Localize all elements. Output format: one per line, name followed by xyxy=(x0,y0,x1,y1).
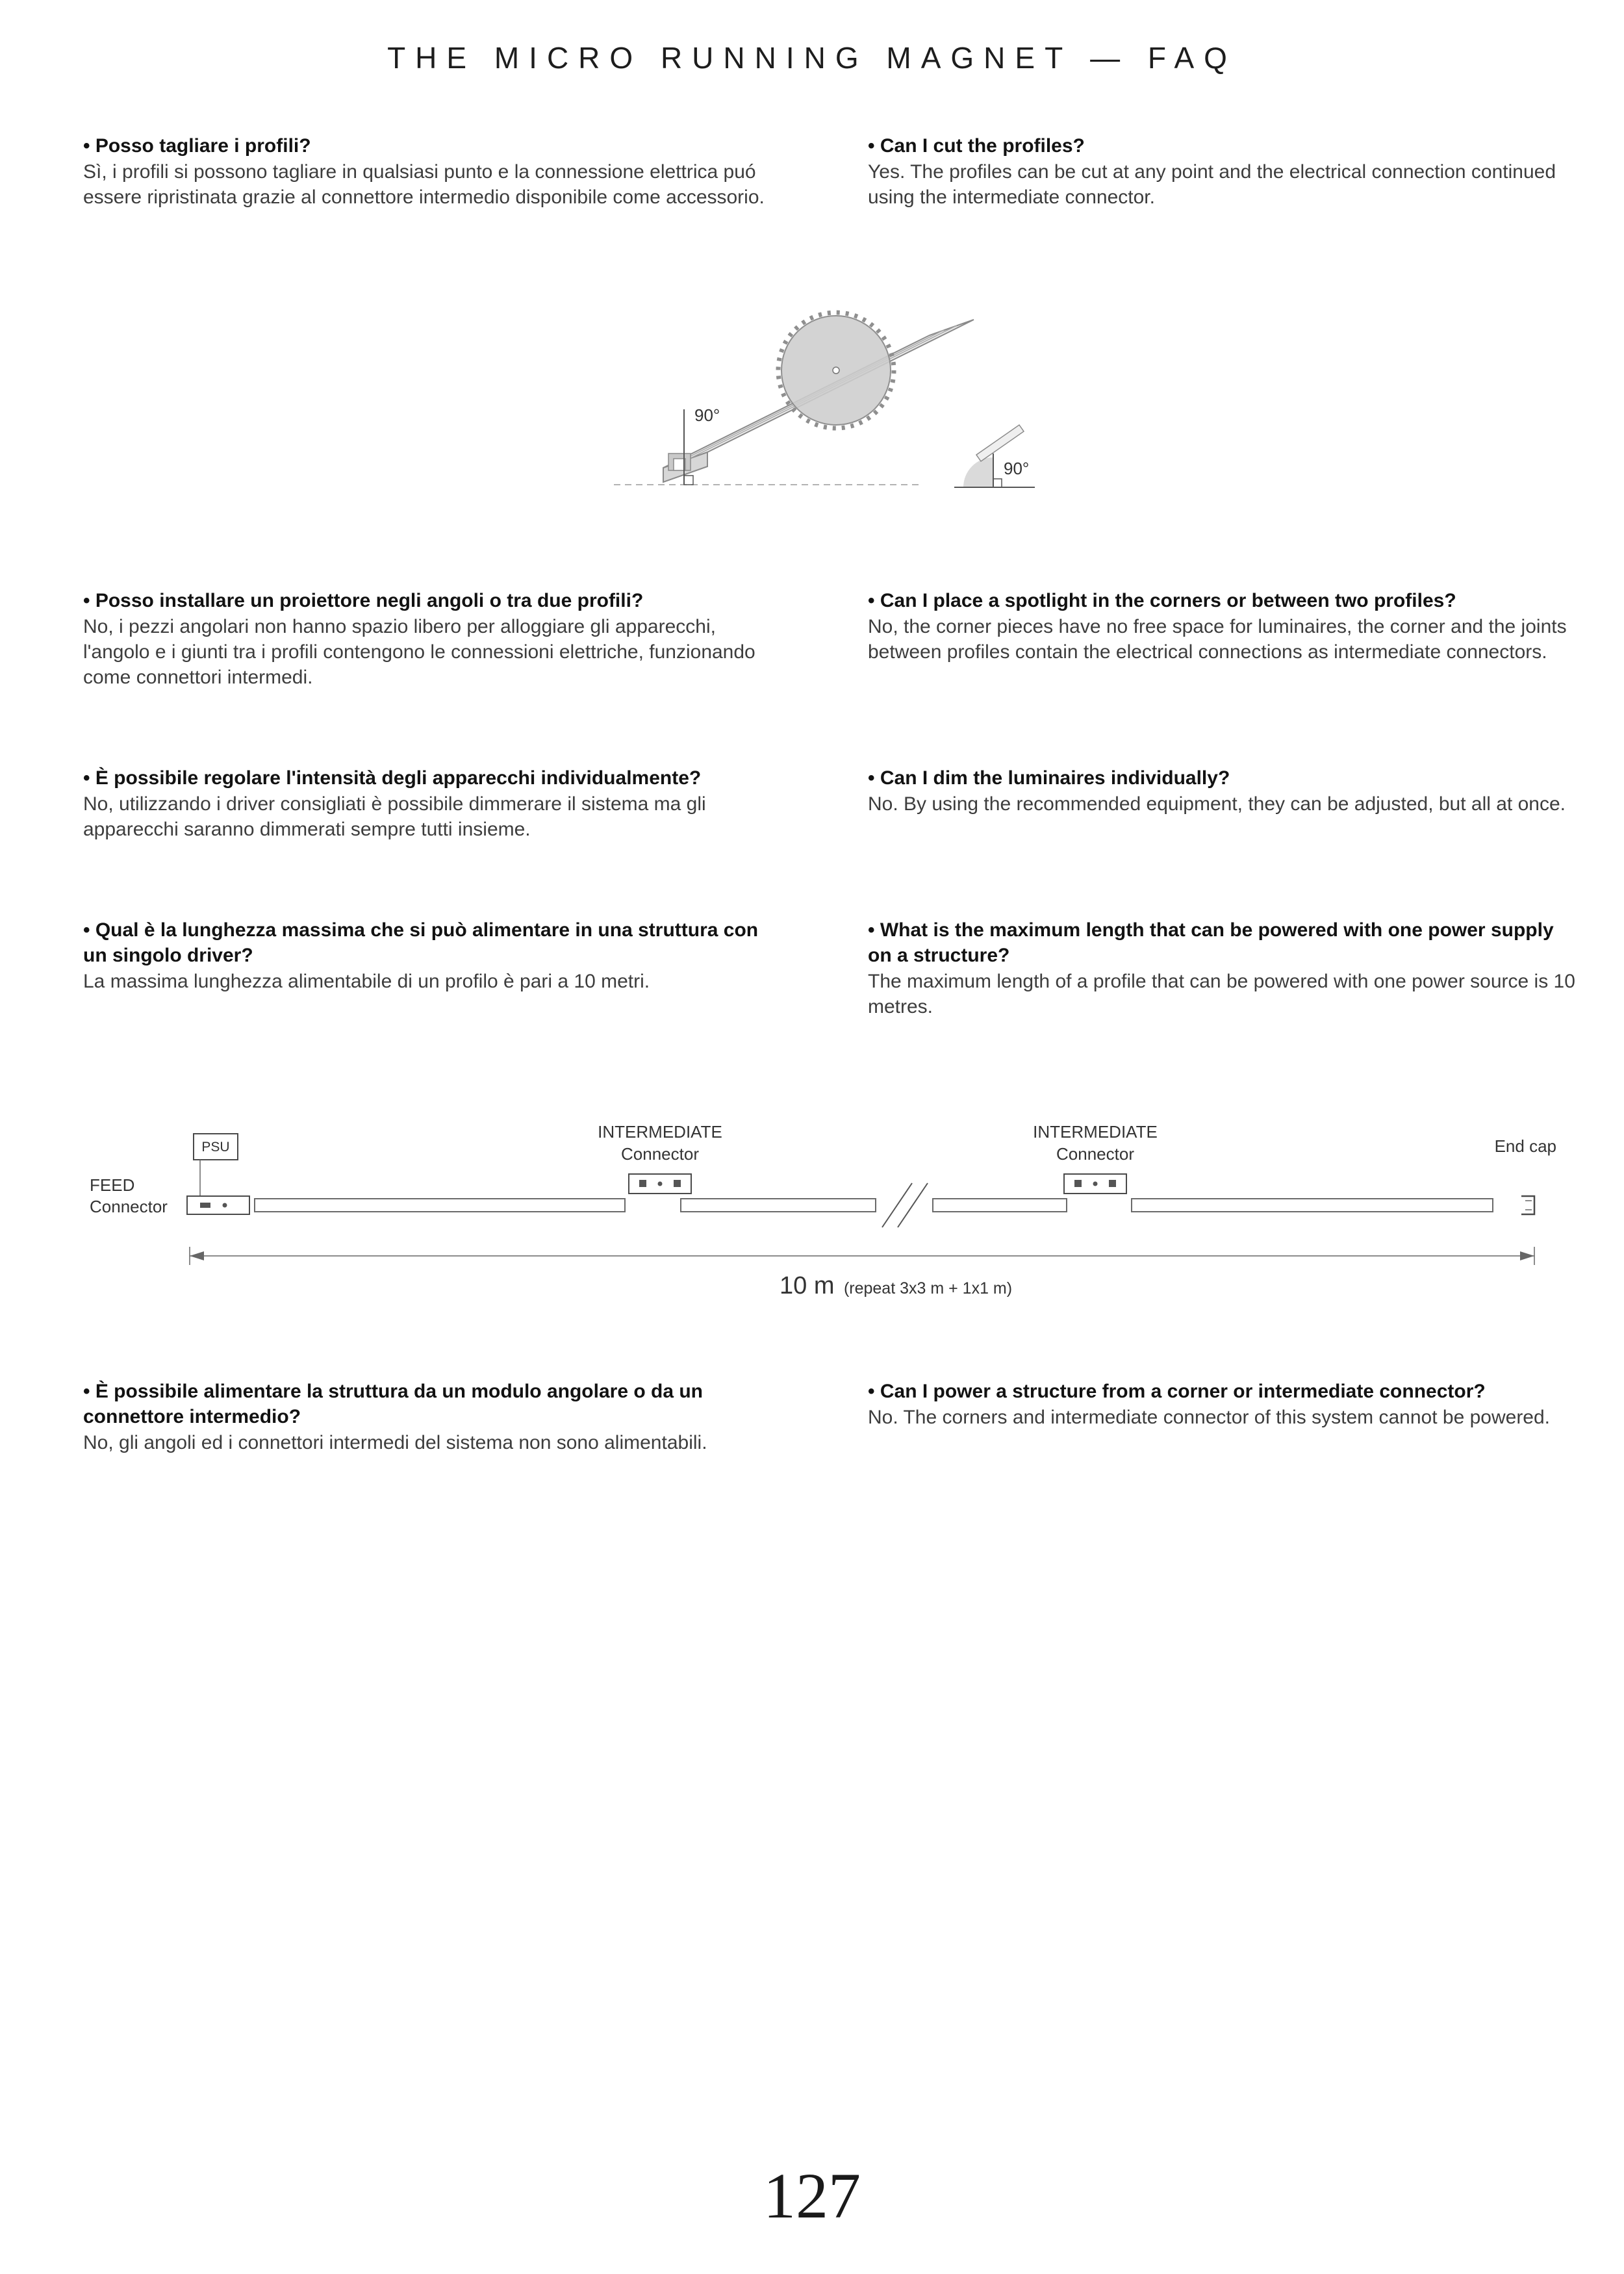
profile-segment-2 xyxy=(681,1199,876,1212)
faq4-column-it xyxy=(83,917,770,1019)
intermediate1-label-line1: INTERMEDIATE xyxy=(598,1122,722,1142)
dimension-line xyxy=(190,1247,1534,1265)
faq4-answer-en: The maximum length of a profile that can be powered with one power source is 10 metres. xyxy=(868,971,1575,1017)
dimension-note: (repeat 3x3 m + 1x1 m) xyxy=(843,1279,1013,1297)
faq2-column-en xyxy=(868,588,1577,690)
intermediate-connector-2 xyxy=(1033,1122,1158,1194)
faq4-question-en: • What is the maximum length that can be powered with one power supply on a structure? xyxy=(868,919,1554,966)
faq4-column-en xyxy=(868,917,1577,1019)
faq3-column-en xyxy=(868,765,1577,842)
faq4-question-it: • Qual è la lunghezza massima che si può alimentare in una struttura con un singolo driver? xyxy=(83,919,759,966)
faq2-answer-en: No, the corner pieces have no free space for luminaires, the corner and the joints between profiles contain the electrical connections as intermediate connectors. xyxy=(868,616,1567,663)
end-cap-label: End cap xyxy=(1494,1136,1556,1156)
faq5-answer-en: No. The corners and intermediate connector of this system cannot be powered. xyxy=(868,1407,1551,1428)
faq3-answer-en: No. By using the recommended equipment, they can be adjusted, but all at once. xyxy=(868,793,1566,815)
faq1-answer-en: Yes. The profiles can be cut at any point and the electrical connection continued using the intermediate connector. xyxy=(868,161,1556,208)
psu-label: PSU xyxy=(201,1140,230,1155)
faq2-answer-it: No, i pezzi angolari non hanno spazio libero per alloggiare gli apparecchi, l'angolo e i giunti tra i profili contengono le connessioni elettriche, funzionando come connettori intermedi. xyxy=(83,616,755,688)
faq2-column-it xyxy=(83,588,770,690)
hand-saw-icon xyxy=(976,425,1024,461)
page-title: THE MICRO RUNNING MAGNET — FAQ xyxy=(387,41,1237,75)
feed-connector-icon xyxy=(187,1196,249,1214)
break-symbol xyxy=(882,1183,928,1227)
faq5-column-it xyxy=(83,1379,770,1455)
feed-label-line1: FEED xyxy=(90,1175,135,1195)
intermediate2-label-line2: Connector xyxy=(1056,1144,1134,1164)
dimension-value: 10 m xyxy=(780,1272,835,1299)
faq-row-spotlight-corners xyxy=(83,588,1577,690)
faq2-question-en: • Can I place a spotlight in the corners or between two profiles? xyxy=(868,590,1456,611)
faq1-answer-it: Sì, i profili si possono tagliare in qualsiasi punto e la connessione elettrica puó essere ripristinata grazie al connettore intermedio disponibile come accessorio. xyxy=(83,161,765,208)
profile-segment-3 xyxy=(933,1199,1067,1212)
faq1-column-it xyxy=(83,133,770,210)
feed-label-line2: Connector xyxy=(90,1197,168,1216)
max-length-schematic xyxy=(71,1101,1559,1309)
dimension-label xyxy=(780,1272,1012,1299)
intermediate2-label-line1: INTERMEDIATE xyxy=(1033,1122,1158,1142)
profile-cutting-illustration xyxy=(601,259,1049,548)
profile-segment-1 xyxy=(255,1199,625,1212)
faq1-question-it: • Posso tagliare i profili? xyxy=(83,135,311,157)
angle-label-top: 90° xyxy=(694,405,720,425)
faq5-question-it: • È possibile alimentare la struttura da un modulo angolare o da un connettore intermedio? xyxy=(83,1381,703,1427)
faq3-column-it xyxy=(83,765,770,842)
faq2-question-it: • Posso installare un proiettore negli angoli o tra due profili? xyxy=(83,590,644,611)
faq3-answer-it: No, utilizzando i driver consigliati è possibile dimmerare il sistema ma gli apparecchi saranno dimmerati sempre tutti insieme. xyxy=(83,793,706,840)
faq3-question-en: • Can I dim the luminaires individually? xyxy=(868,767,1230,789)
faq5-column-en xyxy=(868,1379,1577,1455)
psu-box xyxy=(194,1134,238,1196)
faq4-answer-it: La massima lunghezza alimentabile di un profilo è pari a 10 metri. xyxy=(83,971,650,992)
page-number: 127 xyxy=(763,2160,861,2232)
faq-row-cut-profiles xyxy=(83,133,1577,210)
intermediate1-label-line2: Connector xyxy=(621,1144,699,1164)
angle-label-bottom: 90° xyxy=(1004,459,1030,478)
profile-cutting-diagram xyxy=(601,259,1049,548)
max-length-illustration xyxy=(71,1101,1559,1309)
faq-row-power-from-corner xyxy=(83,1379,1577,1455)
saw-blade-icon xyxy=(778,313,894,428)
faq1-column-en xyxy=(868,133,1577,210)
profile-segment-4 xyxy=(1132,1199,1493,1212)
faq-row-dimming xyxy=(83,765,1577,842)
intermediate-connector-1 xyxy=(598,1122,722,1194)
faq-row-max-length xyxy=(83,917,1577,1019)
faq3-question-it: • È possibile regolare l'intensità degli apparecchi individualmente? xyxy=(83,767,702,789)
faq1-question-en: • Can I cut the profiles? xyxy=(868,135,1085,157)
end-cap-icon xyxy=(1521,1196,1534,1214)
hand-saw-detail xyxy=(954,425,1035,487)
faq5-question-en: • Can I power a structure from a corner or intermediate connector? xyxy=(868,1381,1486,1402)
faq5-answer-it: No, gli angoli ed i connettori intermedi del sistema non sono alimentabili. xyxy=(83,1432,707,1453)
